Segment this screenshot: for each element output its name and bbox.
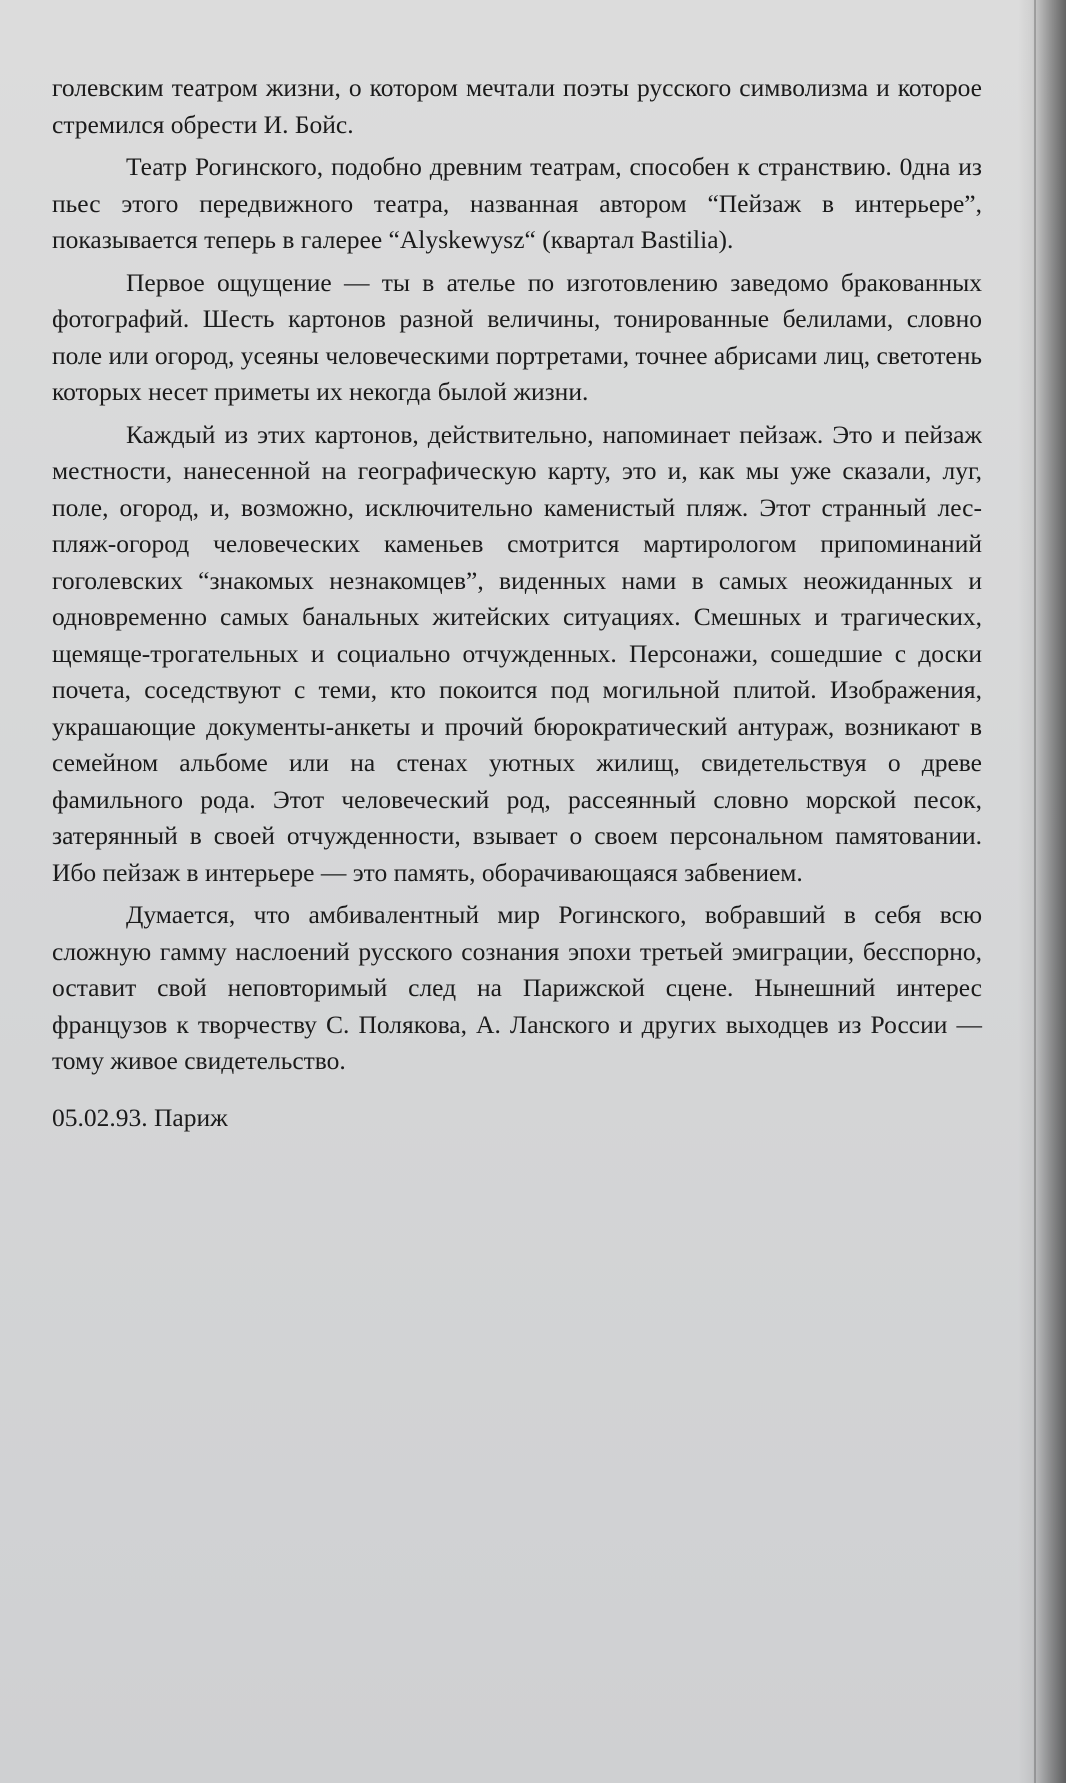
paragraph-3: Первое ощущение — ты в ателье по изготовлению заведомо бракованных фотографий. Шесть картонов разной величины, тонированные белилами, словно поле или огород, усеяны человеческими портретами, точнее абрисами лиц, светотень которых несет приметы их некогда былой жизни. <box>52 267 982 406</box>
paragraph-1: голевским театром жизни, о котором мечтали поэты русского символизма и которое стремился обрести И. Бойс. <box>52 73 982 139</box>
fold-shadow <box>1018 0 1066 1783</box>
article-body <box>52 70 982 1086</box>
paragraph-4: Каждый из этих картонов, действительно, напоминает пейзаж. Это и пейзаж местности, нанесенной на географическую карту, это и, как мы уже сказали, луг, поле, огород, и, возможно, исключительно каменистый пляж. Этот странный лес-пляж-огород человеческих каменьев смотрится мартирологом припоминаний гоголевских “знакомых незнакомцев”, виденных нами в самых неожиданных и одновременно самых банальных житейских ситуациях. Смешных и трагических, щемяще-трогательных и социально отчужденных. Персонажи, сошедшие с доски почета, соседствуют с теми, кто покоится под могильной плитой. Изображения, украшающие документы-анкеты и прочий бюрократический антураж, возникают в семейном альбоме или на стенах уютных жилищ, свидетельствуя о древе фамильного рода. Этот человеческий род, рассеянный словно морской песок, затерянный в своей отчужденности, взывает о своем персональном памятовании. Ибо пейзаж в интерьере — это память, оборачивающаяся забвением. <box>52 419 982 887</box>
paragraph-2: Театр Рогинского, подобно древним театрам, способен к странствию. 0дна из пьес этого передвижного театра, названная автором “Пейзаж в интерьере”, показывается теперь в галерее “Alyskewysz“ (квартал Bastilia). <box>52 152 982 254</box>
dateline: 05.02.93. Париж <box>52 1103 228 1132</box>
paragraph-5: Думается, что амбивалентный мир Рогинского, вобравший в себя всю сложную гамму наслоений русского сознания эпохи третьей эмиграции, бесспорно, оставит свой неповторимый след на Парижской сцене. Нынешний интерес французов к творчеству С. Полякова, А. Ланского и других выходцев из России — тому живое свидетельство. <box>52 900 982 1075</box>
